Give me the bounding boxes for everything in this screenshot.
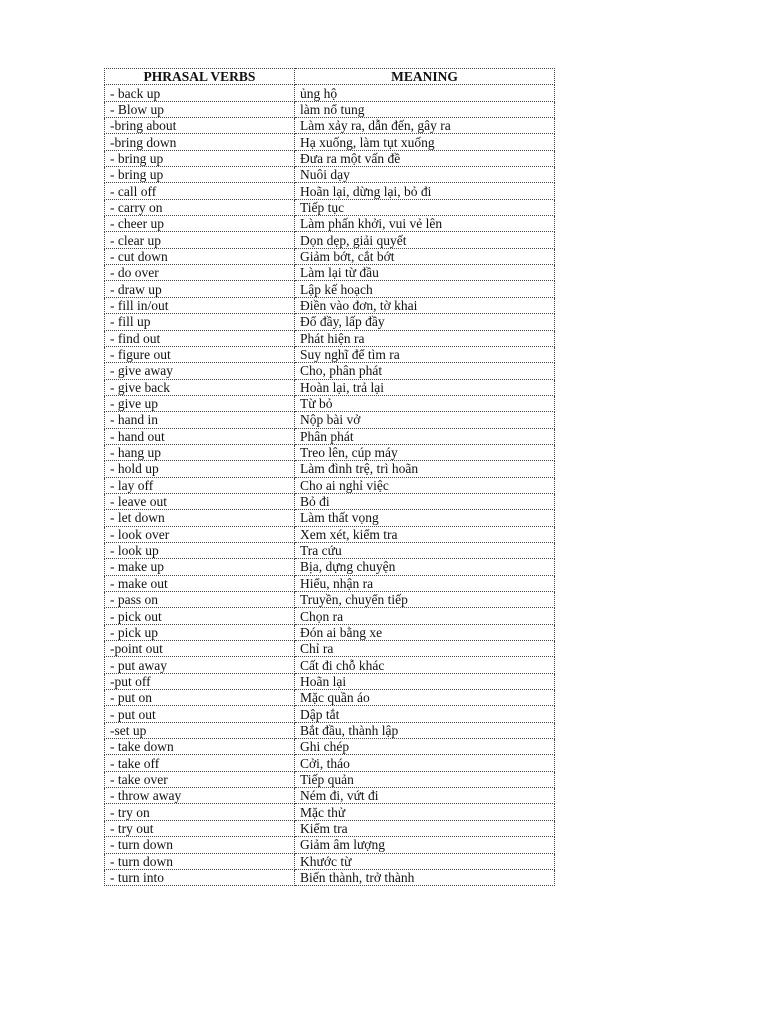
meaning-cell: Bỏ đi [295,493,555,509]
table-row [105,118,555,134]
phrasal-verb-cell: - fill in/out [105,297,295,313]
phrasal-verb-cell: - turn down [105,853,295,869]
phrasal-verb-cell: - put away [105,657,295,673]
table-row [105,559,555,575]
phrasal-verb-cell: - take down [105,739,295,755]
meaning-cell: Làm thất vọng [295,510,555,526]
phrasal-verb-cell: - pick up [105,624,295,640]
table-row [105,477,555,493]
table-row [105,444,555,460]
phrasal-verb-cell: - put on [105,690,295,706]
phrasal-verb-cell: - fill up [105,314,295,330]
meaning-cell: Chọn ra [295,608,555,624]
table-row [105,755,555,771]
phrasal-verb-cell: - do over [105,265,295,281]
meaning-cell: Tiếp quản [295,771,555,787]
table-row [105,85,555,101]
meaning-cell: Dọn dẹp, giải quyết [295,232,555,248]
meaning-cell: làm nổ tung [295,101,555,117]
table-row [105,232,555,248]
table-row [105,167,555,183]
phrasal-verb-cell: - call off [105,183,295,199]
meaning-cell: Chỉ ra [295,641,555,657]
phrasal-verb-cell: - give away [105,363,295,379]
meaning-cell: Cởi, tháo [295,755,555,771]
phrasal-verb-cell: -bring down [105,134,295,150]
phrasal-verb-cell: - find out [105,330,295,346]
phrasal-verb-cell: - look up [105,542,295,558]
table-row [105,608,555,624]
meaning-cell: Biến thành, trở thành [295,869,555,885]
phrasal-verb-cell: - leave out [105,493,295,509]
phrasal-verb-cell: - throw away [105,788,295,804]
meaning-cell: Làm lại từ đầu [295,265,555,281]
meaning-cell: Mặc quần áo [295,690,555,706]
meaning-cell: Đón ai bằng xe [295,624,555,640]
phrasal-verb-cell: - pick out [105,608,295,624]
phrasal-verb-cell: - turn down [105,837,295,853]
table-row [105,461,555,477]
phrasal-verb-cell: -set up [105,722,295,738]
phrasal-verb-cell: - give back [105,379,295,395]
phrasal-verb-cell: - hand in [105,412,295,428]
meaning-cell: Phân phát [295,428,555,444]
table-row [105,690,555,706]
table-header-row [105,69,555,85]
meaning-cell: Khước từ [295,853,555,869]
phrasal-verb-cell: - hang up [105,444,295,460]
table-row [105,363,555,379]
table-row [105,183,555,199]
phrasal-verb-cell: - let down [105,510,295,526]
meaning-cell: Dập tắt [295,706,555,722]
table-row [105,379,555,395]
table-row [105,837,555,853]
phrasal-verb-cell: - take over [105,771,295,787]
phrasal-verb-cell: - bring up [105,150,295,166]
phrasal-verb-cell: - draw up [105,281,295,297]
table-row [105,673,555,689]
phrasal-verb-cell: -point out [105,641,295,657]
meaning-cell: Ném đi, vứt đi [295,788,555,804]
phrasal-verb-cell: - give up [105,395,295,411]
table-row [105,575,555,591]
table-row [105,265,555,281]
phrasal-verb-cell: - back up [105,85,295,101]
meaning-cell: Cất đi chỗ khác [295,657,555,673]
phrasal-verb-cell: - try on [105,804,295,820]
phrasal-verb-cell: - bring up [105,167,295,183]
phrasal-verb-cell: - hold up [105,461,295,477]
meaning-cell: Lập kế hoạch [295,281,555,297]
meaning-cell: Bắt đầu, thành lập [295,722,555,738]
header-phrasal-verbs: PHRASAL VERBS [105,69,295,85]
phrasal-verb-cell: - clear up [105,232,295,248]
table-row [105,641,555,657]
phrasal-verb-cell: -bring about [105,118,295,134]
table-row [105,248,555,264]
phrasal-verb-cell: - hand out [105,428,295,444]
table-row [105,804,555,820]
phrasal-verb-cell: - make up [105,559,295,575]
table-row [105,412,555,428]
meaning-cell: Phát hiện ra [295,330,555,346]
table-row [105,134,555,150]
table-row [105,739,555,755]
meaning-cell: Kiểm tra [295,820,555,836]
meaning-cell: Mặc thử [295,804,555,820]
meaning-cell: Làm đình trệ, trì hoãn [295,461,555,477]
meaning-cell: Đổ đầy, lấp đầy [295,314,555,330]
meaning-cell: Hoãn lại, dừng lại, bỏ đi [295,183,555,199]
table-row [105,493,555,509]
meaning-cell: Tiếp tục [295,199,555,215]
phrasal-verb-cell: - turn into [105,869,295,885]
table-row [105,150,555,166]
table-row [105,330,555,346]
table-row [105,281,555,297]
meaning-cell: Hiểu, nhận ra [295,575,555,591]
phrasal-verb-cell: - put out [105,706,295,722]
meaning-cell: Làm xảy ra, dẫn đến, gây ra [295,118,555,134]
phrasal-verb-cell: - pass on [105,592,295,608]
meaning-cell: Cho, phân phát [295,363,555,379]
phrasal-verb-cell: - try out [105,820,295,836]
meaning-cell: Cho ai nghỉ việc [295,477,555,493]
header-meaning: MEANING [295,69,555,85]
meaning-cell: Suy nghĩ để tìm ra [295,346,555,362]
phrasal-verb-cell: - look over [105,526,295,542]
table-row [105,101,555,117]
phrasal-verb-cell: - cheer up [105,216,295,232]
phrasal-verb-cell: - carry on [105,199,295,215]
phrasal-verb-cell: - make out [105,575,295,591]
table-row [105,820,555,836]
meaning-cell: Giảm bớt, cắt bớt [295,248,555,264]
phrasal-verb-cell: - take off [105,755,295,771]
table-row [105,542,555,558]
phrasal-verb-cell: - cut down [105,248,295,264]
meaning-cell: Tra cứu [295,542,555,558]
table-row [105,428,555,444]
meaning-cell: Hạ xuống, làm tụt xuống [295,134,555,150]
meaning-cell: Ghi chép [295,739,555,755]
phrasal-verb-cell: -put off [105,673,295,689]
phrasal-verbs-table [104,68,555,886]
table-row [105,624,555,640]
meaning-cell: Treo lên, cúp máy [295,444,555,460]
meaning-cell: Nuôi dạy [295,167,555,183]
table-row [105,869,555,885]
meaning-cell: Điền vào đơn, tờ khai [295,297,555,313]
table-row [105,526,555,542]
meaning-cell: Đưa ra một vấn đề [295,150,555,166]
meaning-cell: Hoãn lại [295,673,555,689]
table-row [105,788,555,804]
table-row [105,771,555,787]
meaning-cell: Từ bỏ [295,395,555,411]
table-row [105,706,555,722]
table-row [105,657,555,673]
meaning-cell: Xem xét, kiểm tra [295,526,555,542]
table-row [105,297,555,313]
meaning-cell: Bịa, dựng chuyện [295,559,555,575]
table-row [105,592,555,608]
table-row [105,395,555,411]
phrasal-verb-cell: - figure out [105,346,295,362]
table-row [105,346,555,362]
table-row [105,216,555,232]
table-row [105,722,555,738]
phrasal-verb-cell: - lay off [105,477,295,493]
meaning-cell: Nộp bài vở [295,412,555,428]
table-row [105,853,555,869]
meaning-cell: Giảm âm lượng [295,837,555,853]
meaning-cell: ủng hộ [295,85,555,101]
table-row [105,510,555,526]
table-row [105,314,555,330]
meaning-cell: Làm phấn khởi, vui vẻ lên [295,216,555,232]
meaning-cell: Hoàn lại, trả lại [295,379,555,395]
table-body [105,85,555,886]
meaning-cell: Truyền, chuyển tiếp [295,592,555,608]
phrasal-verb-cell: - Blow up [105,101,295,117]
table-row [105,199,555,215]
